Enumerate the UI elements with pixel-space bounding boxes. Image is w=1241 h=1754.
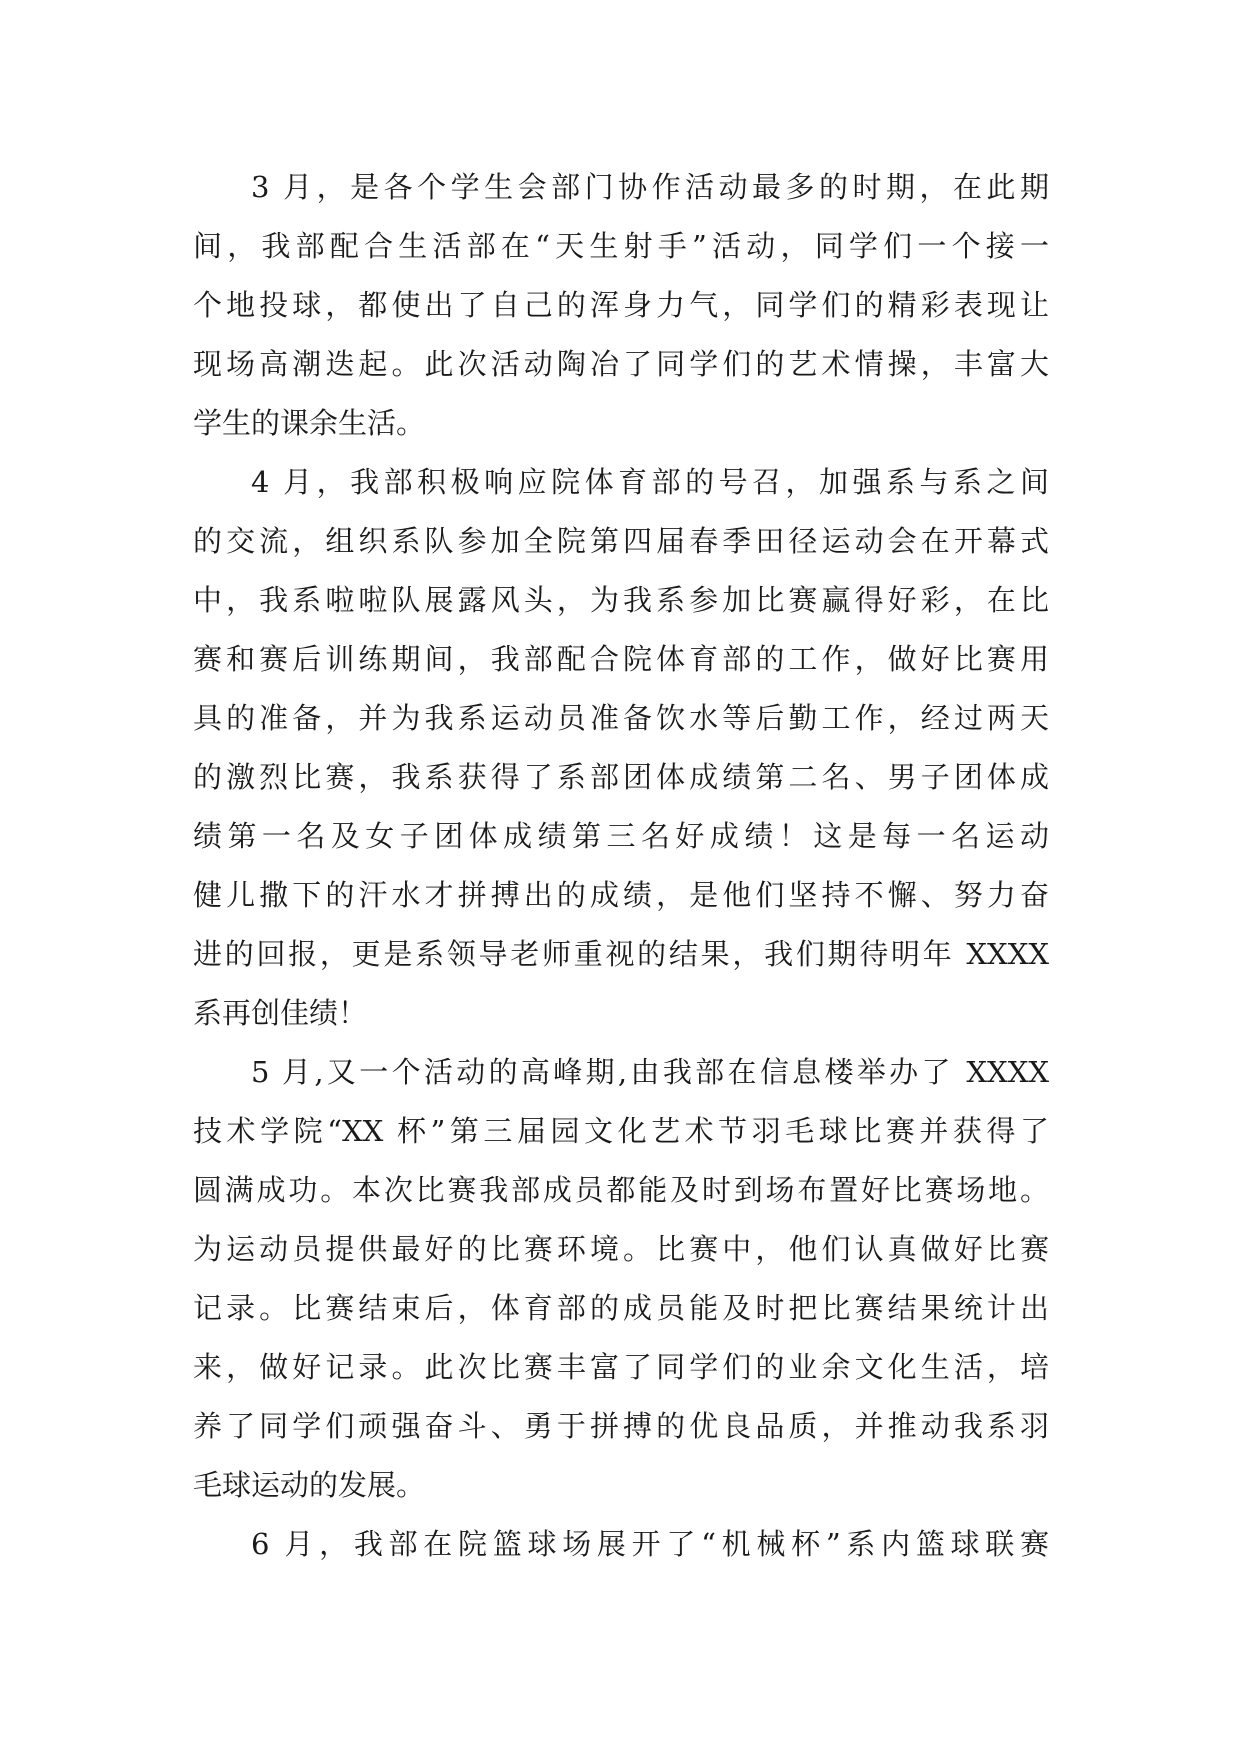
text-line: 学生的课余生活。 bbox=[193, 406, 426, 440]
text-line: 来，做好记录。此次比赛丰富了同学们的业余文化生活，培 bbox=[193, 1350, 1049, 1384]
text-line: 健儿撒下的汗水才拼搏出的成绩，是他们坚持不懈、努力奋 bbox=[193, 878, 1049, 912]
document-body bbox=[193, 158, 1049, 1574]
text-line: 记录。比赛结束后，体育部的成员能及时把比赛结果统计出 bbox=[193, 1291, 1049, 1325]
text-line: 养了同学们顽强奋斗、勇于拼搏的优良品质，并推动我系羽 bbox=[193, 1409, 1049, 1443]
text-line: 赛和赛后训练期间，我部配合院体育部的工作，做好比赛用 bbox=[193, 642, 1049, 676]
text-line: 圆满成功。本次比赛我部成员都能及时到场布置好比赛场地。 bbox=[193, 1173, 1049, 1207]
text-line: 的激烈比赛，我系获得了系部团体成绩第二名、男子团体成 bbox=[193, 760, 1049, 794]
paragraph-march bbox=[193, 158, 1049, 453]
text-line: 绩第一名及女子团体成绩第三名好成绩！这是每一名运动 bbox=[193, 819, 1049, 853]
text-line: 间，我部配合生活部在“天生射手”活动，同学们一个接一 bbox=[193, 229, 1049, 263]
text-line: 具的准备，并为我系运动员准备饮水等后勤工作，经过两天 bbox=[193, 701, 1049, 735]
text-line: 毛球运动的发展。 bbox=[193, 1468, 426, 1502]
text-line: 技术学院“XX 杯”第三届园文化艺术节羽毛球比赛并获得了 bbox=[193, 1114, 1049, 1148]
text-line: 中，我系啦啦队展露风头，为我系参加比赛赢得好彩，在比 bbox=[193, 583, 1049, 617]
text-line: 为运动员提供最好的比赛环境。比赛中，他们认真做好比赛 bbox=[193, 1232, 1049, 1266]
text-line: 的交流，组织系队参加全院第四届春季田径运动会在开幕式 bbox=[193, 524, 1049, 558]
text-line: 3 月，是各个学生会部门协作活动最多的时期，在此期 bbox=[251, 170, 1049, 204]
text-line: 个地投球，都使出了自己的浑身力气，同学们的精彩表现让 bbox=[193, 288, 1049, 322]
text-line: 5 月,又一个活动的高峰期,由我部在信息楼举办了 XXXX bbox=[251, 1055, 1049, 1089]
text-line: 4 月，我部积极响应院体育部的号召，加强系与系之间 bbox=[251, 465, 1049, 499]
paragraph-june bbox=[193, 1515, 1049, 1574]
paragraph-april bbox=[193, 453, 1049, 1043]
text-line: 现场高潮迭起。此次活动陶冶了同学们的艺术情操，丰富大 bbox=[193, 347, 1049, 381]
text-line: 6 月，我部在院篮球场展开了“机械杯”系内篮球联赛 bbox=[251, 1527, 1049, 1561]
paragraph-may bbox=[193, 1043, 1049, 1515]
text-line: 系再创佳绩！ bbox=[193, 996, 368, 1030]
text-line: 进的回报，更是系领导老师重视的结果，我们期待明年 XXXX bbox=[193, 937, 1049, 971]
